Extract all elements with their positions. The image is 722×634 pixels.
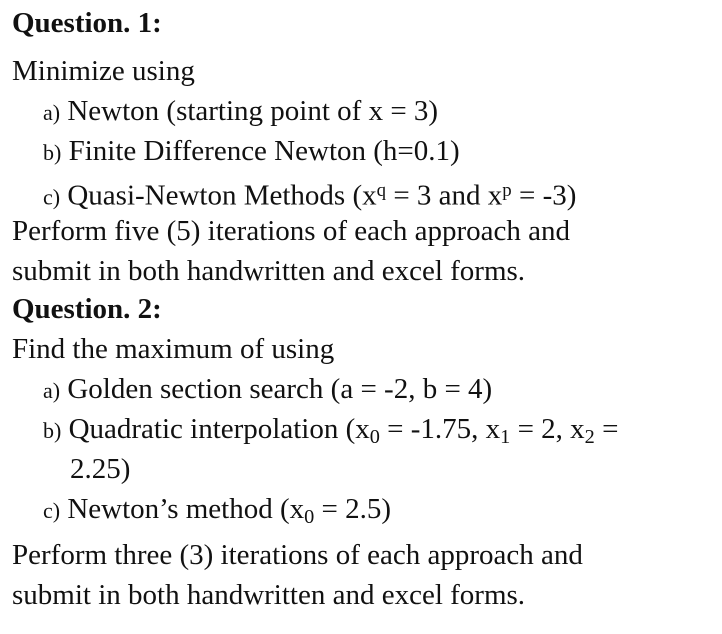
item-text: = (594, 413, 619, 445)
item-text: Quasi-Newton Methods (x (67, 179, 377, 212)
question-2-intro: Find the maximum of using (12, 333, 335, 365)
item-text: = -3) (511, 179, 577, 212)
item-text: Finite Difference Newton (h=0.1) (68, 135, 460, 167)
question-1-perform-line-1: Perform five (5) iterations of each approach and (12, 215, 571, 247)
superscript-q: q (376, 180, 387, 201)
item-marker: a) (43, 378, 61, 403)
item-text: = 3 and x (386, 179, 503, 212)
question-2-item-c (43, 492, 391, 534)
item-text: Golden section search (a = -2, b = 4) (67, 373, 493, 405)
question-2-item-b-continuation: 2.25) (70, 453, 131, 485)
item-text: = 2, x (510, 413, 585, 445)
question-1-perform-line-2: submit in both handwritten and excel forms. (12, 255, 526, 287)
question-1-item-a (43, 94, 438, 130)
question-1-heading: Question. 1: (12, 7, 162, 39)
item-text: Newton (starting point of x = 3) (67, 95, 439, 127)
subscript-2: 2 (584, 426, 595, 449)
item-text: Quadratic interpolation (x (68, 413, 370, 445)
question-2-item-a (43, 372, 492, 408)
item-marker: c) (43, 498, 61, 523)
item-text: Newton’s method (x (67, 493, 305, 525)
item-marker: c) (43, 184, 61, 210)
item-marker: b) (43, 140, 62, 165)
question-2-perform-line-1: Perform three (3) iterations of each approach and (12, 539, 583, 571)
question-2-heading: Question. 2: (12, 293, 162, 325)
question-1-item-b (43, 134, 460, 170)
item-text: = 2.5) (314, 493, 392, 525)
question-2-perform-line-2: submit in both handwritten and excel forms. (12, 579, 526, 611)
question-2-item-b (43, 412, 618, 454)
subscript-0: 0 (369, 426, 380, 449)
item-marker: a) (43, 100, 61, 125)
question-1-item-c (43, 174, 576, 214)
question-1-intro: Minimize using (12, 55, 195, 87)
superscript-p: p (502, 180, 512, 201)
item-text: = -1.75, x (379, 413, 501, 445)
subscript-0: 0 (304, 506, 315, 529)
item-marker: b) (43, 418, 62, 443)
subscript-1: 1 (500, 426, 511, 449)
